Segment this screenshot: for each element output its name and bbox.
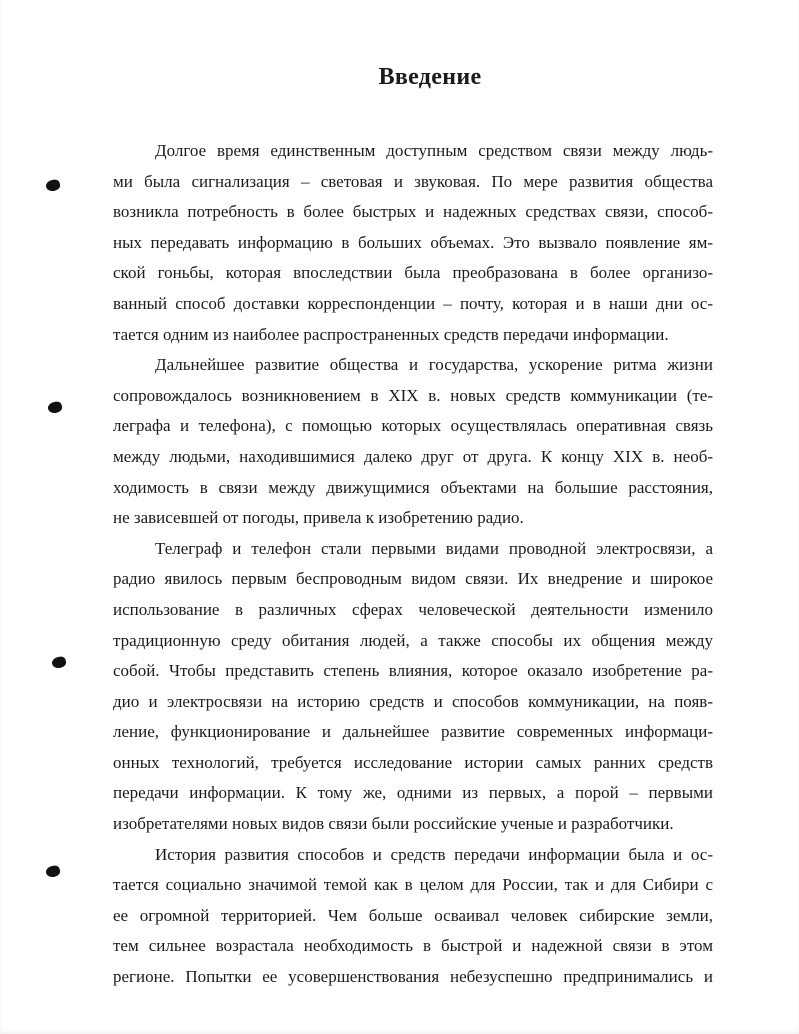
text-line: тается одним из наиболее распространенных средств передачи информации. — [113, 324, 669, 344]
text-line: ходимость в связи между движущимися объектами на большие расстояния, — [113, 477, 713, 497]
text-line: тается социально значимой темой как в целом для России, так и для Сибири с — [113, 875, 713, 895]
ink-dot-artifact — [45, 864, 61, 878]
text-line: Телеграф и телефон стали первыми видами проводной электросвязи, а — [155, 538, 713, 558]
text-line: собой. Чтобы представить степень влияния, которое оказало изобретение ра- — [113, 661, 713, 681]
text-line: не зависевшей от погоды, привела к изобретению радио. — [113, 508, 524, 528]
text-line: между людьми, находившимися далеко друг от друга. К концу XIX в. необ- — [113, 446, 713, 466]
text-line: Долгое время единственным доступным средством связи между людь- — [155, 141, 713, 160]
paragraph — [113, 840, 713, 993]
ink-dot-artifact — [45, 178, 61, 192]
ink-dot-artifact — [51, 655, 67, 669]
text-line: Дальнейшее развитие общества и государства, ускорение ритма жизни — [155, 355, 713, 375]
page-title: Введение — [378, 64, 482, 90]
text-line: ской гоньбы, которая впоследствии была преобразована в более организо- — [113, 263, 713, 283]
text-line: ванный способ доставки корреспонденции – почту, которая и в наши дни ос- — [113, 293, 713, 313]
text-line: радио явилось первым беспроводным видом связи. Их внедрение и широкое — [113, 569, 713, 589]
text-line: сопровождалось возникновением в XIX в. новых средств коммуникации (те- — [113, 385, 713, 405]
text-line: ление, функционирование и дальнейшее развитие современных информаци- — [113, 722, 713, 742]
document-body-text — [113, 136, 713, 993]
text-line: изобретателями новых видов связи были российские ученые и разработчики. — [113, 814, 674, 834]
text-line: ее огромной территорией. Чем больше осваивал человек сибирские земли, — [113, 905, 713, 925]
paragraph — [113, 350, 713, 534]
ink-dot-artifact — [47, 400, 63, 414]
text-line: ных передавать информацию в больших объемах. Это вызвало появление ям- — [113, 232, 713, 252]
text-line: ми была сигнализация – световая и звуковая. По мере развития общества — [113, 171, 713, 191]
text-line: регионе. Попытки ее усовершенствования небезуспешно предпринимались и — [113, 967, 713, 987]
text-line: дио и электросвязи на историю средств и способов коммуникации, на появ- — [113, 691, 713, 711]
text-line: леграфа и телефона), с помощью которых осуществлялась оперативная связь — [113, 416, 713, 436]
paragraph — [113, 534, 713, 840]
text-line: возникла потребность в более быстрых и надежных средствах связи, способ- — [113, 202, 713, 222]
text-line: передачи информации. К тому же, одними из первых, а порой – первыми — [113, 783, 713, 803]
text-line: использование в различных сферах человеческой деятельности изменило — [113, 599, 713, 619]
text-line: онных технологий, требуется исследование истории самых ранних средств — [113, 752, 713, 772]
text-line: История развития способов и средств передачи информации была и ос- — [155, 844, 713, 864]
text-line: традиционную среду обитания людей, а также способы их общения между — [113, 630, 713, 650]
text-line: тем сильнее возрастала необходимость в быстрой и надежной связи в этом — [113, 936, 713, 956]
paragraph — [113, 136, 713, 350]
